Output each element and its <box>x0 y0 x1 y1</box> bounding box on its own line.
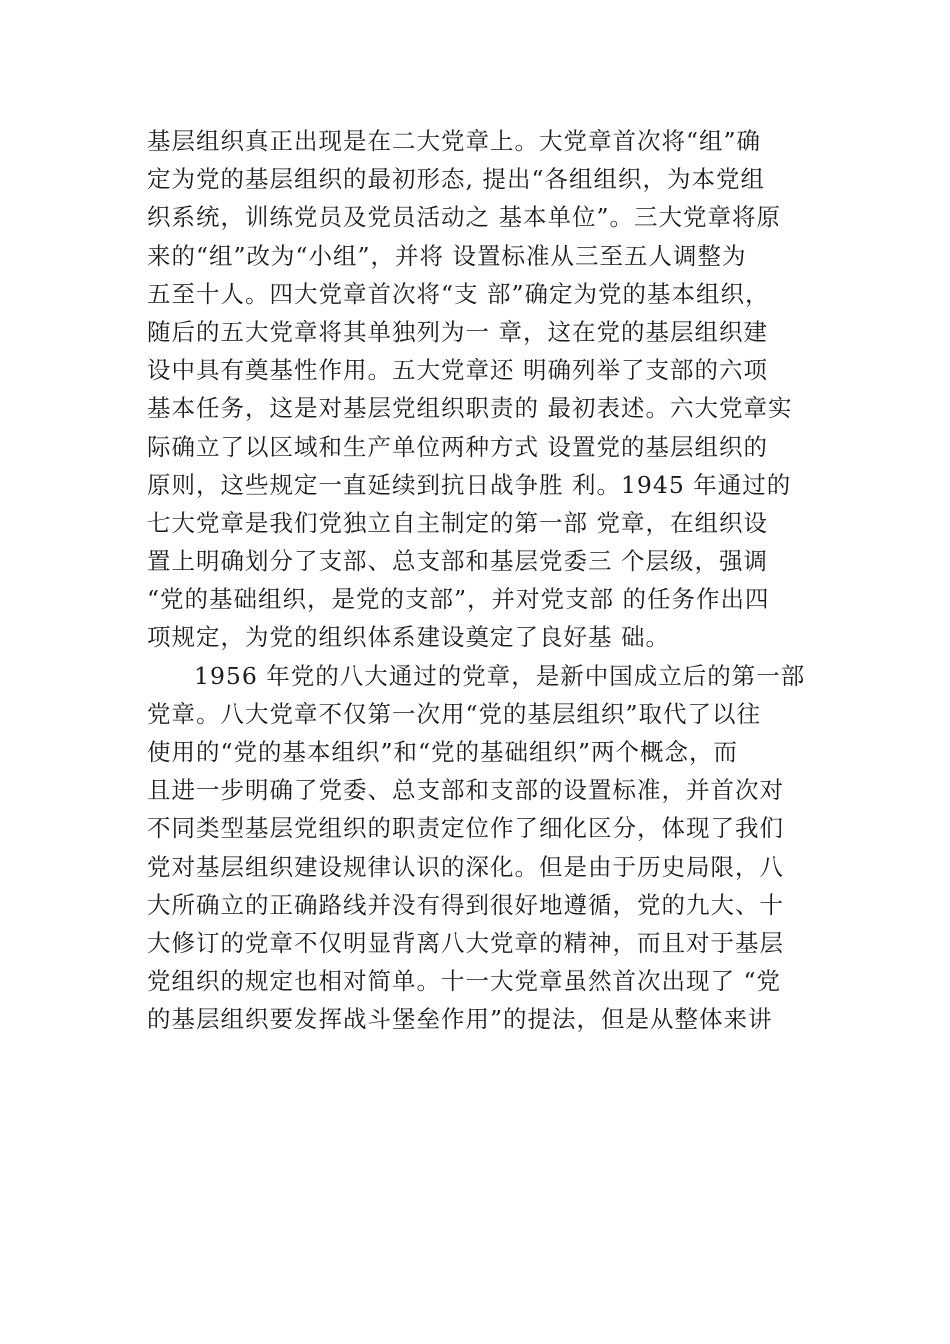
text-line: 织系统，训练党员及党员活动之 基本单位”。三大党章将原 <box>147 203 781 232</box>
text-line: 的基层组织要发挥战斗堡垒作用”的提法，但是从整体来讲 <box>147 1005 773 1034</box>
text-line: 基层组织真正出现是在二大党章上。大党章首次将“组”确 <box>147 127 762 155</box>
text-line: 基本任务，这是对基层党组织职责的 最初表述。六大党章实 <box>147 394 793 423</box>
text-line: 定为党的基层组织的最初形态, 提出“各组组织，为本党组 <box>147 165 765 194</box>
text-line: 际确立了以区域和生产单位两种方式 设置党的基层组织的 <box>147 432 768 461</box>
text-line: 大所确立的正确路线并没有得到很好地遵循，党的九大、十 <box>147 890 784 919</box>
document-body <box>147 122 807 1039</box>
text-line: 党对基层组织建设规律认识的深化。但是由于历史局限，八 <box>147 852 784 881</box>
text-line: 党组织的规定也相对简单。十一大党章虽然首次出现了 “党 <box>147 967 781 996</box>
text-line: “党的基础组织，是党的支部”，并对党支部 的任务作出四 <box>147 585 770 614</box>
text-line: 随后的五大党章将其单独列为一 章，这在党的基层组织建 <box>147 317 768 346</box>
text-line: 置上明确划分了支部、总支部和基层党委三 个层级，强调 <box>147 547 768 576</box>
text-line: 大修订的党章不仅明显背离八大党章的精神，而且对于基层 <box>147 928 784 957</box>
paragraph-1 <box>147 122 807 657</box>
paragraph-2 <box>147 657 807 1039</box>
text-line: 项规定，为党的组织体系建设奠定了良好基 础。 <box>147 623 670 652</box>
text-line: 且进一步明确了党委、总支部和支部的设置标准，并首次对 <box>147 776 784 805</box>
text-line: 五至十人。四大党章首次将“支 部”确定为党的基本组织， <box>147 279 770 308</box>
text-line: 七大党章是我们党独立自主制定的第一部 党章，在组织设 <box>147 508 768 537</box>
text-line: 设中具有奠基性作用。五大党章还 明确列举了支部的六项 <box>147 356 768 385</box>
text-line: 来的“组”改为“小组”，并将 设置标准从三至五人调整为 <box>147 241 747 270</box>
text-line: 不同类型基层党组织的职责定位作了细化区分，体现了我们 <box>147 814 784 843</box>
text-line: 1956 年党的八大通过的党章，是新中国成立后的第一部 <box>194 661 806 690</box>
text-line: 使用的“党的基本组织”和“党的基础组织”两个概念，而 <box>147 738 739 766</box>
text-line: 党章。八大党章不仅第一次用“党的基层组织”取代了以往 <box>147 699 762 728</box>
text-line: 原则，这些规定一直延续到抗日战争胜 利。1945 年通过的 <box>147 470 792 499</box>
